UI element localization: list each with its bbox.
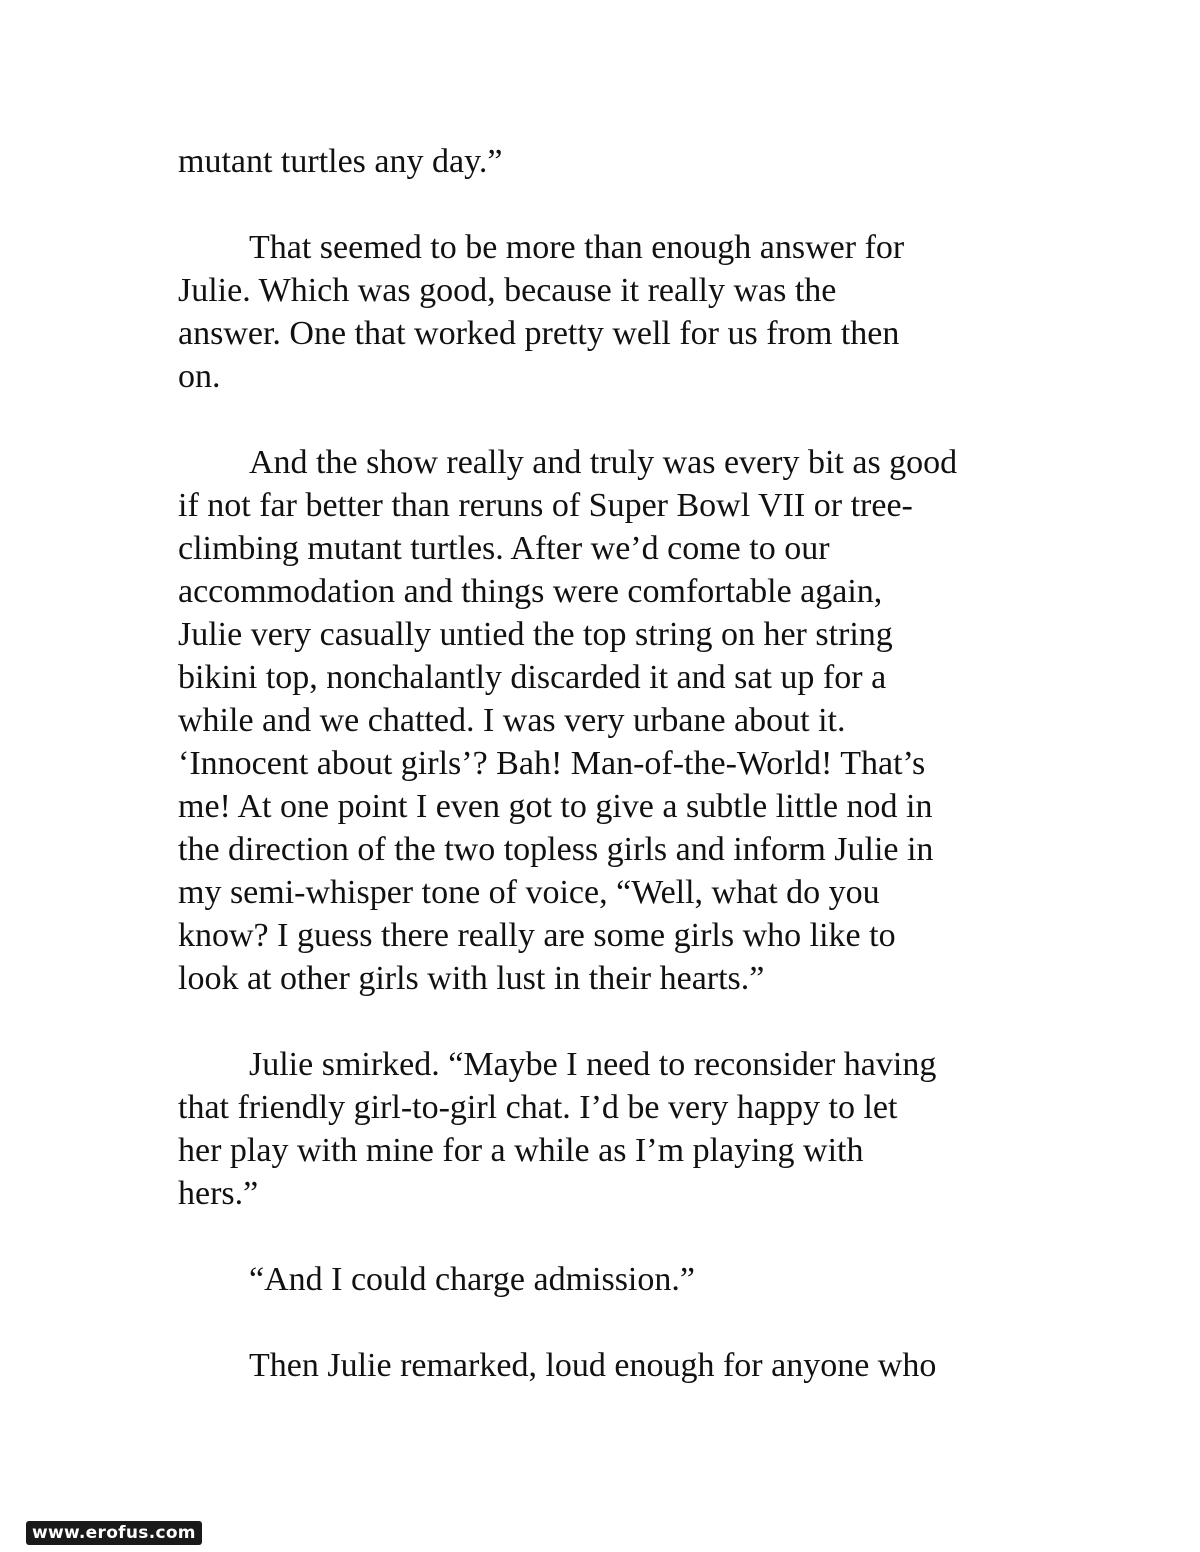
text-line: bikini top, nonchalantly discarded it and sat up for a xyxy=(178,659,887,696)
text-line: Then Julie remarked, loud enough for anyone who xyxy=(249,1347,937,1384)
text-line: me! At one point I even got to give a subtle little nod in xyxy=(178,788,933,825)
watermark: www.erofus.com xyxy=(26,1521,202,1545)
paragraph-gap xyxy=(178,1301,1038,1344)
text-line: if not far better than reruns of Super Bowl VII or tree- xyxy=(178,487,913,524)
paragraph xyxy=(178,1043,1038,1215)
paragraph xyxy=(178,1258,1038,1301)
text-line: that friendly girl-to-girl chat. I’d be very happy to let xyxy=(178,1089,898,1126)
body-text xyxy=(178,140,1038,1387)
text-line: That seemed to be more than enough answer for xyxy=(249,229,905,266)
paragraph-gap xyxy=(178,1215,1038,1258)
text-line: answer. One that worked pretty well for us from then xyxy=(178,315,900,352)
text-line: climbing mutant turtles. After we’d come to our xyxy=(178,530,830,567)
paragraph xyxy=(178,140,1038,183)
paragraph xyxy=(178,441,1038,1000)
text-line: accommodation and things were comfortable again, xyxy=(178,573,883,610)
text-line: And the show really and truly was every bit as good xyxy=(249,444,958,481)
text-line: ‘Innocent about girls’? Bah! Man-of-the-World! That’s xyxy=(178,745,926,782)
text-line: on. xyxy=(178,358,221,395)
text-line: “And I could charge admission.” xyxy=(249,1261,695,1298)
paragraph-gap xyxy=(178,398,1038,441)
paragraph-gap xyxy=(178,183,1038,226)
text-line: her play with mine for a while as I’m playing with xyxy=(178,1132,864,1169)
paragraph xyxy=(178,1344,1038,1387)
paragraph xyxy=(178,226,1038,398)
text-line: mutant turtles any day.” xyxy=(178,143,503,180)
text-line: Julie smirked. “Maybe I need to reconsider having xyxy=(249,1046,937,1083)
text-line: Julie very casually untied the top string on her string xyxy=(178,616,893,653)
paragraph-gap xyxy=(178,1000,1038,1043)
text-line: know? I guess there really are some girls who like to xyxy=(178,917,896,954)
text-line: the direction of the two topless girls and inform Julie in xyxy=(178,831,934,868)
text-line: my semi-whisper tone of voice, “Well, what do you xyxy=(178,874,880,911)
text-line: look at other girls with lust in their hearts.” xyxy=(178,960,765,997)
text-line: while and we chatted. I was very urbane about it. xyxy=(178,702,846,739)
text-line: Julie. Which was good, because it really was the xyxy=(178,272,837,309)
text-line: hers.” xyxy=(178,1175,259,1212)
